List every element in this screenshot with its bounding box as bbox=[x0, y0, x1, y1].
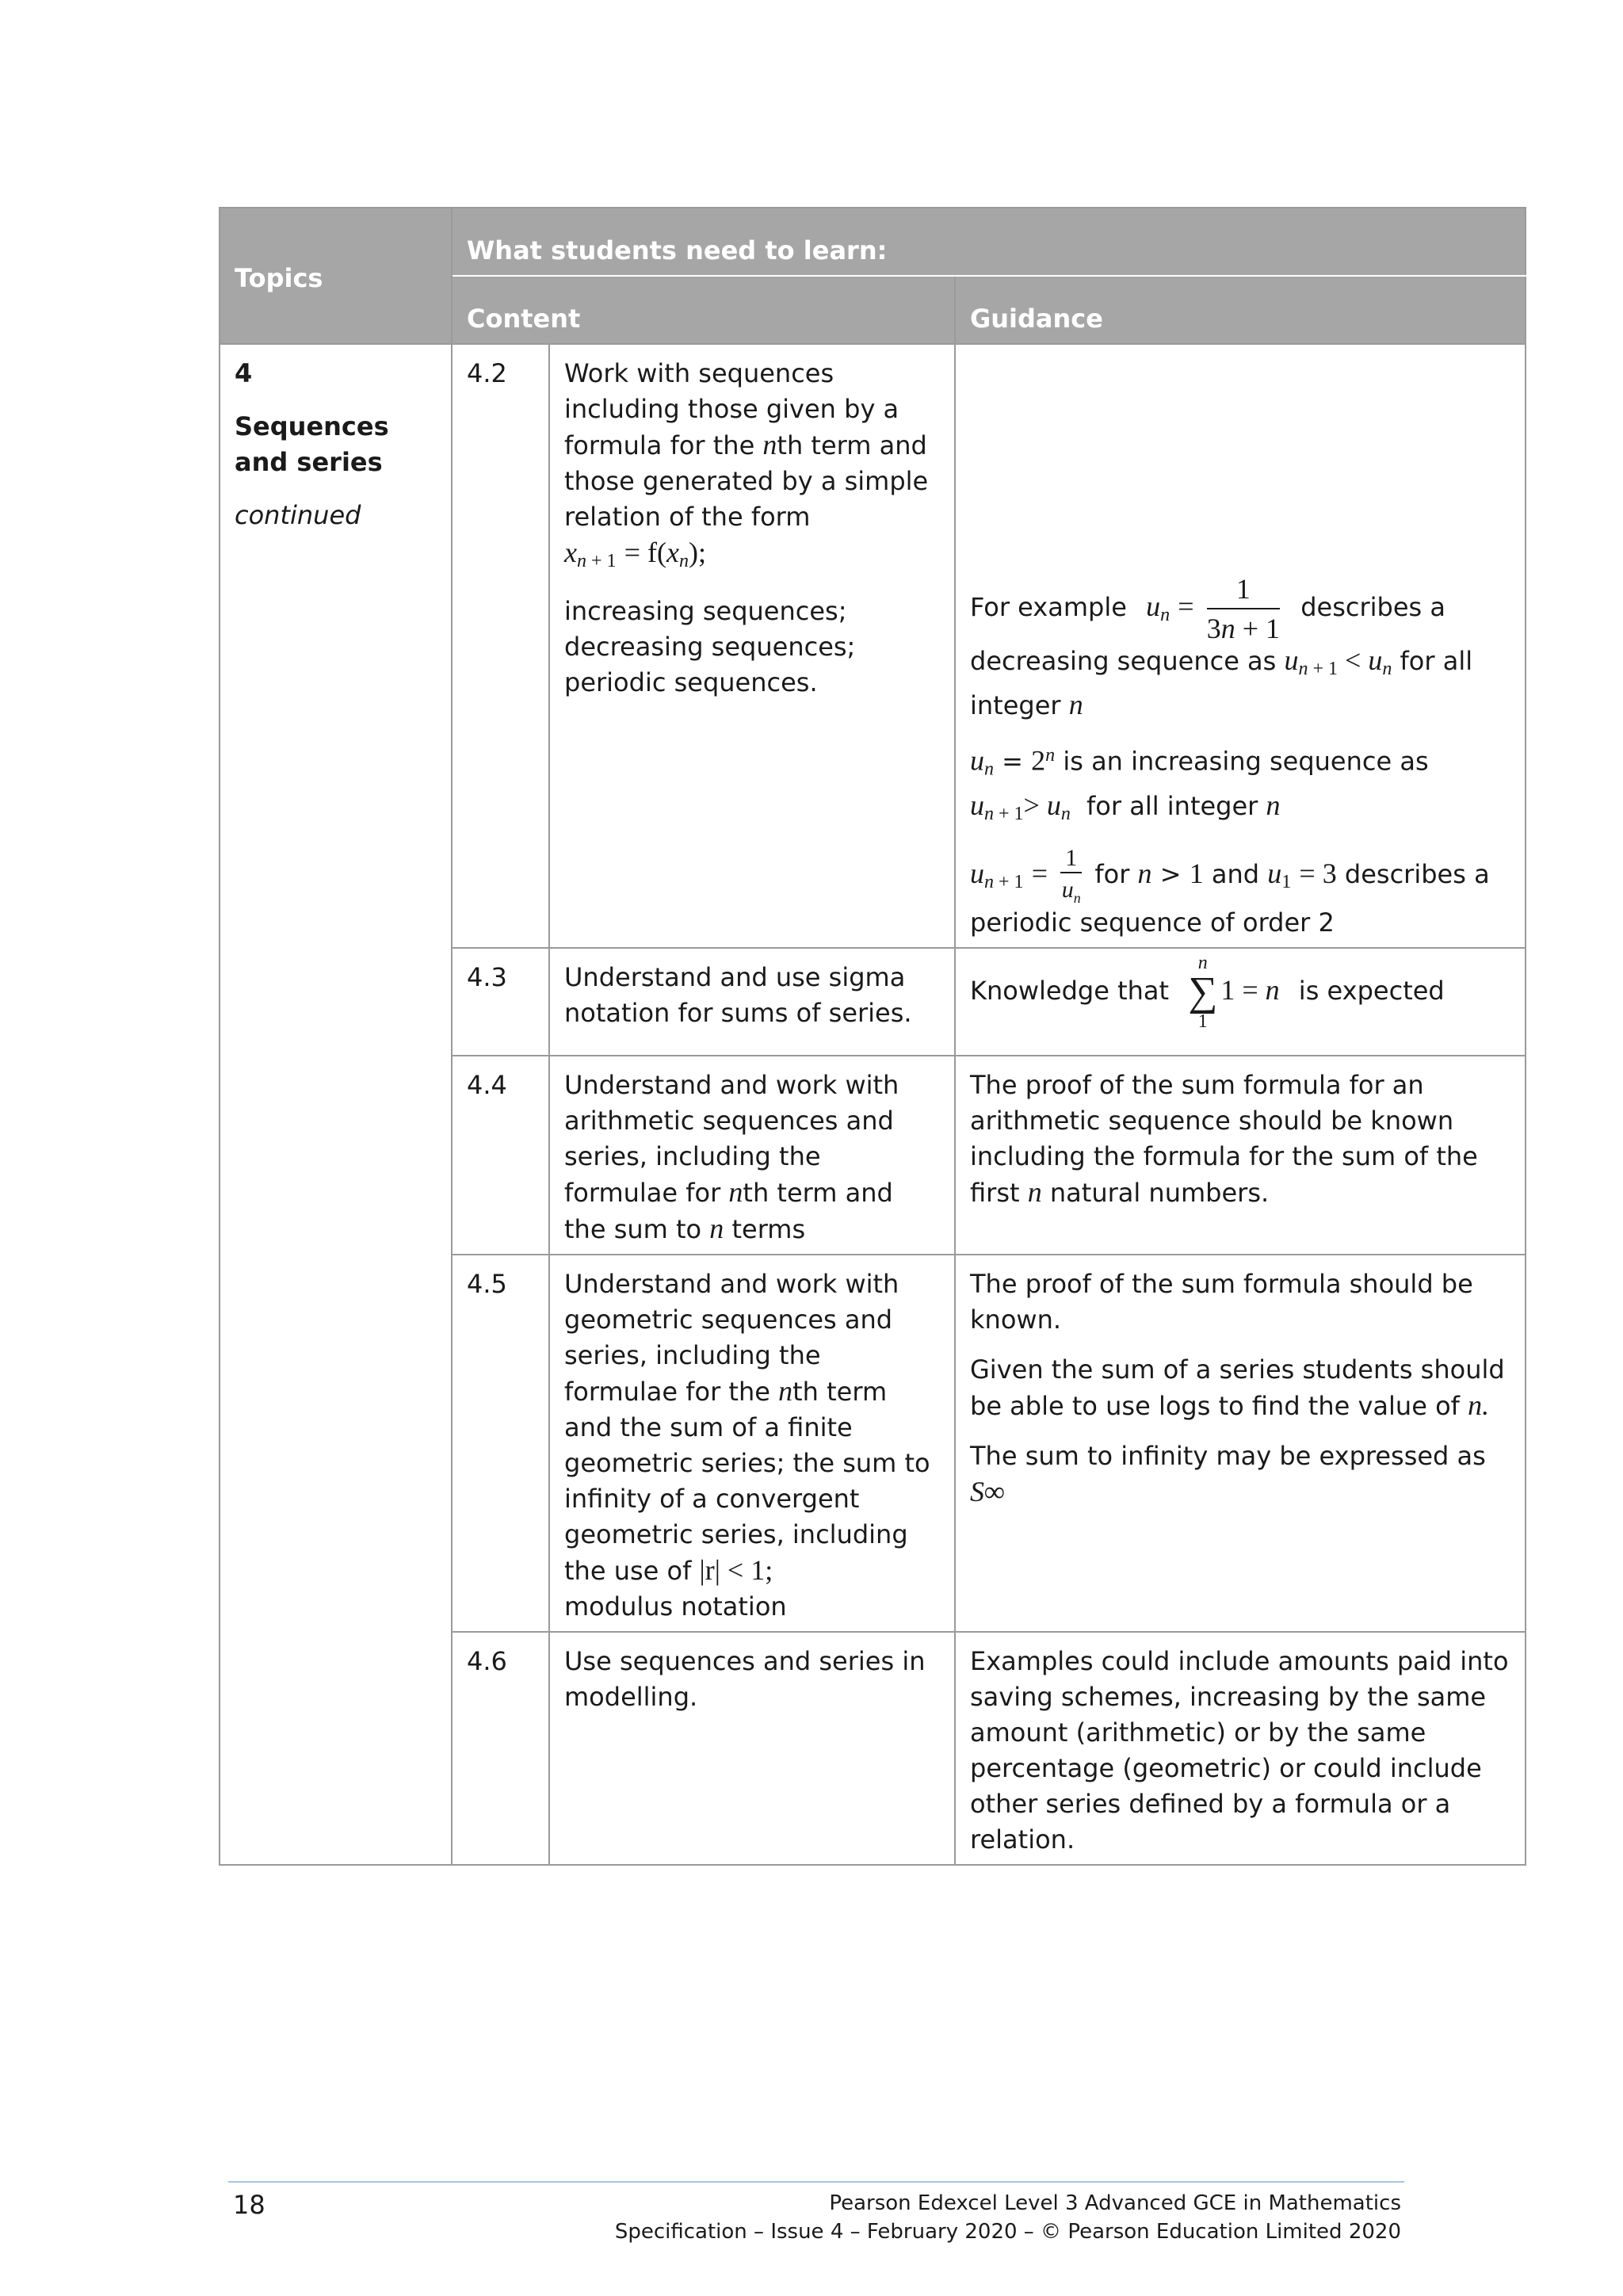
math-n: n bbox=[762, 429, 777, 460]
math-n: n bbox=[728, 1175, 743, 1208]
guidance-part: for all bbox=[1400, 646, 1473, 676]
guidance-part: The sum to infinity may be expressed as bbox=[970, 1440, 1486, 1471]
footer-text bbox=[615, 2189, 1401, 2246]
content-cell bbox=[549, 344, 955, 948]
guidance-part: is expected bbox=[1298, 975, 1445, 1006]
row-code: 4.5 bbox=[452, 1255, 549, 1632]
guidance-text: Knowledge that n ∑ 1 1 = n is expected bbox=[970, 952, 1445, 1032]
fraction-1-over-3n-plus-1: $\frac{1}{3n + 1}$ bbox=[1206, 573, 1281, 644]
page-number: 18 bbox=[233, 2190, 265, 2220]
guidance-example-2: un = $2^n$ is an increasing sequence as bbox=[970, 744, 1429, 780]
content-text-2: increasing sequences; decreasing sequences; periodic sequences. bbox=[564, 596, 856, 697]
content-formula: xn + 1 = f(xn); bbox=[564, 537, 706, 571]
content-part: Understand and work with arithmetic sequences and series, including the formulae for bbox=[564, 1069, 899, 1208]
math-n: n. bbox=[1468, 1389, 1490, 1421]
content-text bbox=[564, 356, 940, 535]
guidance-example-3: un + 1 = $\frac{1}{u_n}$ for n > 1 and u1 = 3 describes a bbox=[970, 844, 1490, 906]
content-part: th term and the sum to bbox=[564, 1177, 893, 1244]
guidance-text bbox=[970, 1352, 1510, 1424]
guidance-example-1-line2: decreasing sequence as un + 1 < un for all bbox=[970, 644, 1473, 679]
content-cell: Understand and use sigma notation for sums of series. bbox=[549, 948, 955, 1056]
guidance-part: describes a bbox=[1344, 858, 1490, 889]
guidance-part: is an increasing sequence as bbox=[1063, 746, 1429, 777]
row-code: 4.2 bbox=[452, 344, 549, 948]
footer-line-1: Pearson Edexcel Level 3 Advanced GCE in Mathematics bbox=[829, 2191, 1401, 2215]
content-part: modulus notation bbox=[564, 1591, 787, 1622]
content-cell bbox=[549, 1255, 955, 1632]
guidance-example-3-line2: periodic sequence of order 2 bbox=[970, 907, 1335, 938]
header-guidance: Guidance bbox=[955, 276, 1526, 344]
guidance-cell bbox=[955, 344, 1526, 948]
header-what-students: What students need to learn: bbox=[452, 208, 1526, 276]
header-content: Content bbox=[452, 276, 955, 344]
header-row-1 bbox=[220, 208, 1526, 276]
specification-table bbox=[219, 207, 1526, 1866]
math-s-infinity: S∞ bbox=[970, 1475, 1005, 1507]
guidance-cell bbox=[955, 1255, 1526, 1632]
fraction-1-over-un: $\frac{1}{u_n}$ bbox=[1061, 844, 1081, 906]
guidance-part: describes a bbox=[1300, 592, 1445, 622]
guidance-part: integer bbox=[970, 690, 1061, 720]
guidance-text: The proof of the sum formula should be known. bbox=[970, 1268, 1473, 1335]
row-code: 4.4 bbox=[452, 1056, 549, 1255]
footer-divider bbox=[228, 2181, 1404, 2183]
guidance-example-2-line2: un + 1> un for all integer n bbox=[970, 789, 1281, 824]
guidance-example-1-line3: integer n bbox=[970, 689, 1083, 720]
content-cell bbox=[549, 1056, 955, 1255]
guidance-example-1: For example un = $\frac{1}{3n + 1}$ describes a bbox=[970, 573, 1445, 644]
guidance-part: for all integer bbox=[1086, 790, 1258, 821]
content-part: Work with sequences including those given by a formula for the bbox=[564, 358, 899, 460]
content-part: terms bbox=[724, 1213, 806, 1244]
guidance-part: Knowledge that bbox=[970, 975, 1170, 1006]
math-n: n bbox=[1027, 1175, 1042, 1208]
guidance-part: natural numbers. bbox=[1041, 1177, 1270, 1208]
row-code: 4.6 bbox=[452, 1632, 549, 1865]
topic-name: Sequences and series bbox=[235, 411, 389, 477]
guidance-text bbox=[970, 1438, 1510, 1511]
content-part: Understand and work with geometric sequences and series, including the formulae for the bbox=[564, 1268, 899, 1407]
guidance-part: For example bbox=[970, 592, 1127, 622]
header-topics: Topics bbox=[220, 208, 452, 344]
math-n: n bbox=[709, 1212, 724, 1244]
content-cell: Use sequences and series in modelling. bbox=[549, 1632, 955, 1865]
content-part: th term and those generated by a simple relation of the form bbox=[564, 430, 929, 532]
guidance-part: decreasing sequence as bbox=[970, 646, 1277, 676]
guidance-part: Given the sum of a series students should be able to use logs to find the value of bbox=[970, 1354, 1505, 1421]
math-n: n bbox=[778, 1374, 793, 1407]
table-row bbox=[220, 344, 1526, 948]
sigma-symbol: n ∑ 1 bbox=[1188, 952, 1218, 1032]
guidance-part: and bbox=[1211, 858, 1260, 889]
guidance-part: The proof of the sum formula for an arithmetic sequence should be known including the formula for the sum of the first bbox=[970, 1069, 1478, 1208]
guidance-cell bbox=[955, 1056, 1526, 1255]
footer-line-2: Specification – Issue 4 – February 2020 – © Pearson Education Limited 2020 bbox=[614, 2220, 1401, 2244]
guidance-cell bbox=[955, 948, 1526, 1056]
topic-continued: continued bbox=[235, 500, 361, 530]
guidance-part: for bbox=[1094, 858, 1130, 889]
topic-number: 4 bbox=[235, 358, 253, 388]
topic-cell bbox=[220, 344, 452, 1865]
guidance-cell: Examples could include amounts paid into saving schemes, increasing by the same amount (arithmetic) or by the same percentage (geometric) or could include other series defined by a formula or a relation. bbox=[955, 1632, 1526, 1865]
row-code: 4.3 bbox=[452, 948, 549, 1056]
content-part: th term and the sum of a finite geometric series; the sum to infinity of a convergent geometric series, including the use of bbox=[564, 1376, 930, 1586]
modulus-formula: |r| < 1; bbox=[699, 1553, 773, 1586]
